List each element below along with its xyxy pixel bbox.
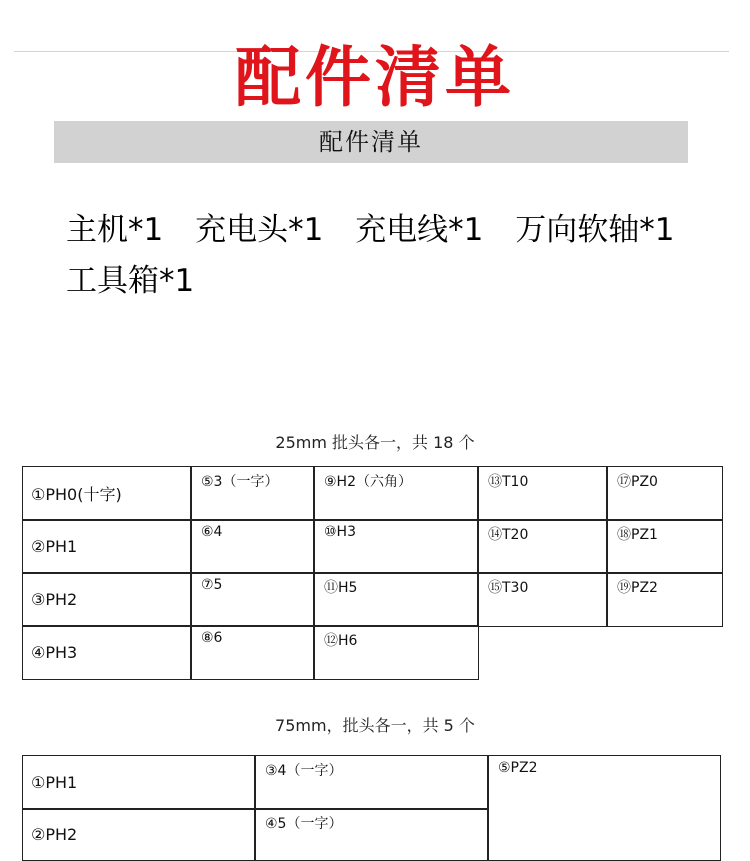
table-cell: ④5（一字） xyxy=(254,808,489,861)
table-cell: ⑨H2（六角） xyxy=(313,466,479,521)
table-cell: ⑤PZ2 xyxy=(487,755,721,861)
table-cell: ⑬T10 xyxy=(477,466,608,521)
table-cell: ③4（一字） xyxy=(254,755,489,810)
table-cell: ⑪H5 xyxy=(313,572,479,627)
table-cell: ⑧6 xyxy=(190,625,315,680)
accessory-list xyxy=(66,205,726,307)
table-cell: ⑮T30 xyxy=(477,572,608,627)
bit-table-75mm-caption: 75mm，批头各一，共 5 个 xyxy=(275,716,475,735)
table-cell: ⑤3（一字） xyxy=(190,466,315,521)
table-cell: ⑦5 xyxy=(190,572,315,627)
table-cell: ①PH0(十字) xyxy=(22,466,192,521)
accessory-item: 充电头*1 xyxy=(195,212,324,248)
table-cell: ④PH3 xyxy=(22,625,192,680)
accessory-item: 工具箱*1 xyxy=(66,263,195,299)
table-cell: ⑭T20 xyxy=(477,519,608,574)
table-cell: ⑰PZ0 xyxy=(606,466,723,521)
section-banner: 配件清单 xyxy=(54,121,688,163)
bit-table-25mm-caption: 25mm 批头各一，共 18 个 xyxy=(275,433,475,452)
table-cell: ①PH1 xyxy=(22,755,256,810)
table-cell: ⑱PZ1 xyxy=(606,519,723,574)
table-cell: ⑫H6 xyxy=(313,625,479,680)
page-title: 配件清单 xyxy=(235,39,515,116)
accessory-item: 主机*1 xyxy=(66,212,164,248)
accessory-item: 充电线*1 xyxy=(355,212,484,248)
table-cell: ⑥4 xyxy=(190,519,315,574)
table-cell: ②PH2 xyxy=(22,808,256,861)
table-cell: ②PH1 xyxy=(22,519,192,574)
table-cell: ⑩H3 xyxy=(313,519,479,574)
table-cell: ⑲PZ2 xyxy=(606,572,723,627)
table-cell: ③PH2 xyxy=(22,572,192,627)
accessory-item: 万向软轴*1 xyxy=(515,212,675,248)
